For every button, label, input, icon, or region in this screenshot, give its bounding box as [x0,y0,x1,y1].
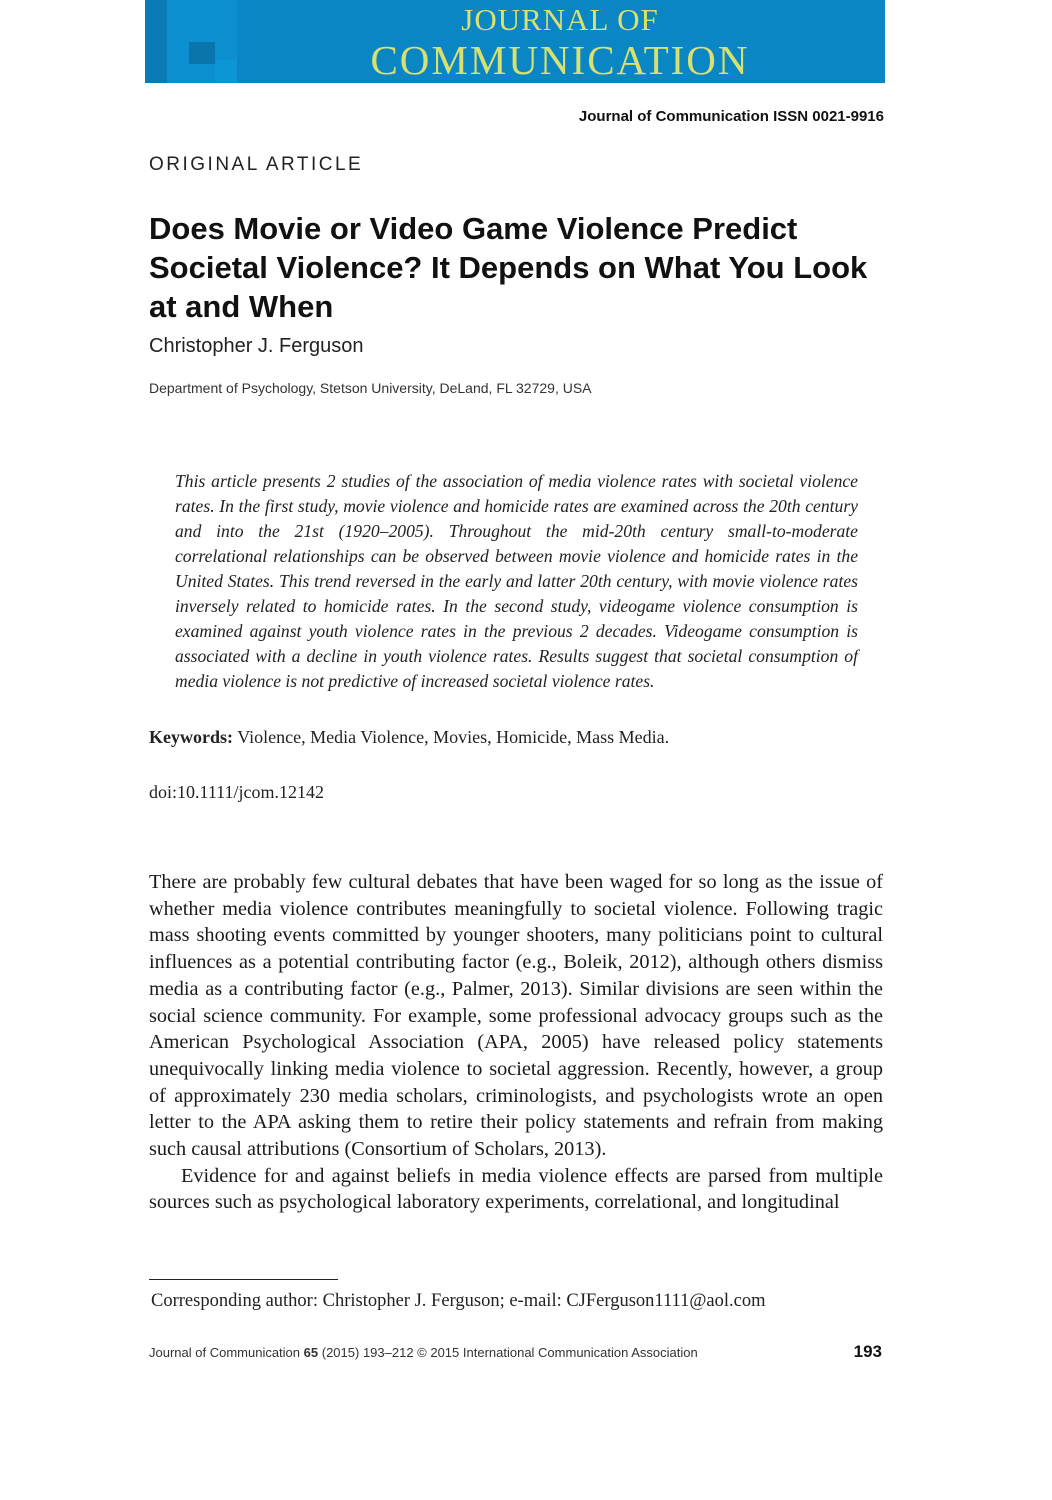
page-number: 193 [853,1342,882,1361]
article-title: Does Movie or Video Game Violence Predict Societal Violence? It Depends on What You Look at and When [149,211,868,324]
abstract: This article presents 2 studies of the association of media violence rates with societal violence rates. In the first study, movie violence and homicide rates are examined across the 20th century and into the 21st (1920–2005). Throughout the mid-20th century small-to-moderate correlational relationships can be observed between movie violence and homicide rates in the United States. This trend reversed in the early and latter 20th century, with movie violence rates inversely related to homicide rates. In the second study, videogame violence consumption is examined against youth violence rates in the previous 2 decades. Videogame consumption is associated with a decline in youth violence rates. Results suggest that societal consumption of media violence is not predictive of increased societal violence rates. [175,471,858,691]
doi[interactable]: doi:10.1111/jcom.12142 [149,782,324,802]
corresponding-author-note: Corresponding author: Christopher J. Ferguson; e-mail: CJFerguson1111@aol.com [151,1291,766,1311]
keywords-list: Violence, Media Violence, Movies, Homicide, Mass Media. [237,727,670,747]
footer-journal: Journal of Communication [149,1345,301,1360]
keywords [149,727,669,748]
body-paragraph: Evidence for and against beliefs in media violence effects are parsed from multiple sources such as psychological laboratory experiments, correlational, and longitudinal [149,1164,883,1214]
author-affiliation: Department of Psychology, Stetson University, DeLand, FL 32729, USA [149,380,592,396]
footer-details: (2015) 193–212 © 2015 International Communication Association [321,1345,698,1360]
journal-issn: Journal of Communication ISSN 0021-9916 [578,108,884,125]
keywords-label: Keywords: [149,727,233,747]
article-type: ORIGINAL ARTICLE [149,154,364,175]
journal-banner [145,0,885,83]
footer-volume: 65 [303,1345,319,1360]
page-footer [149,1345,698,1360]
banner-title-line1: JOURNAL OF [461,2,659,37]
body-text [149,869,883,1216]
footnote-divider [149,1279,338,1280]
banner-title-line2: COMMUNICATION [370,37,750,83]
body-paragraph: There are probably few cultural debates that have been waged for so long as the issue of whether media violence contributes meaningfully to societal violence. Following tragic mass shooting events committed by younger shooters, many politicians point to cultural influences as a potential contributing factor (e.g., Boleik, 2012), although others dismiss media as a contributing factor (e.g., Palmer, 2013). Similar divisions are seen within the social science community. For example, some professional advocacy groups such as the American Psychological Association (APA, 2005) have released policy statements unequivocally linking media violence to societal aggression. Recently, however, a group of approximately 230 media scholars, criminologists, and psychologists wrote an open letter to the APA asking them to retire their policy statements and refrain from making such causal attributions (Consortium of Scholars, 2013). [149,871,883,1161]
author-name: Christopher J. Ferguson [149,335,364,357]
